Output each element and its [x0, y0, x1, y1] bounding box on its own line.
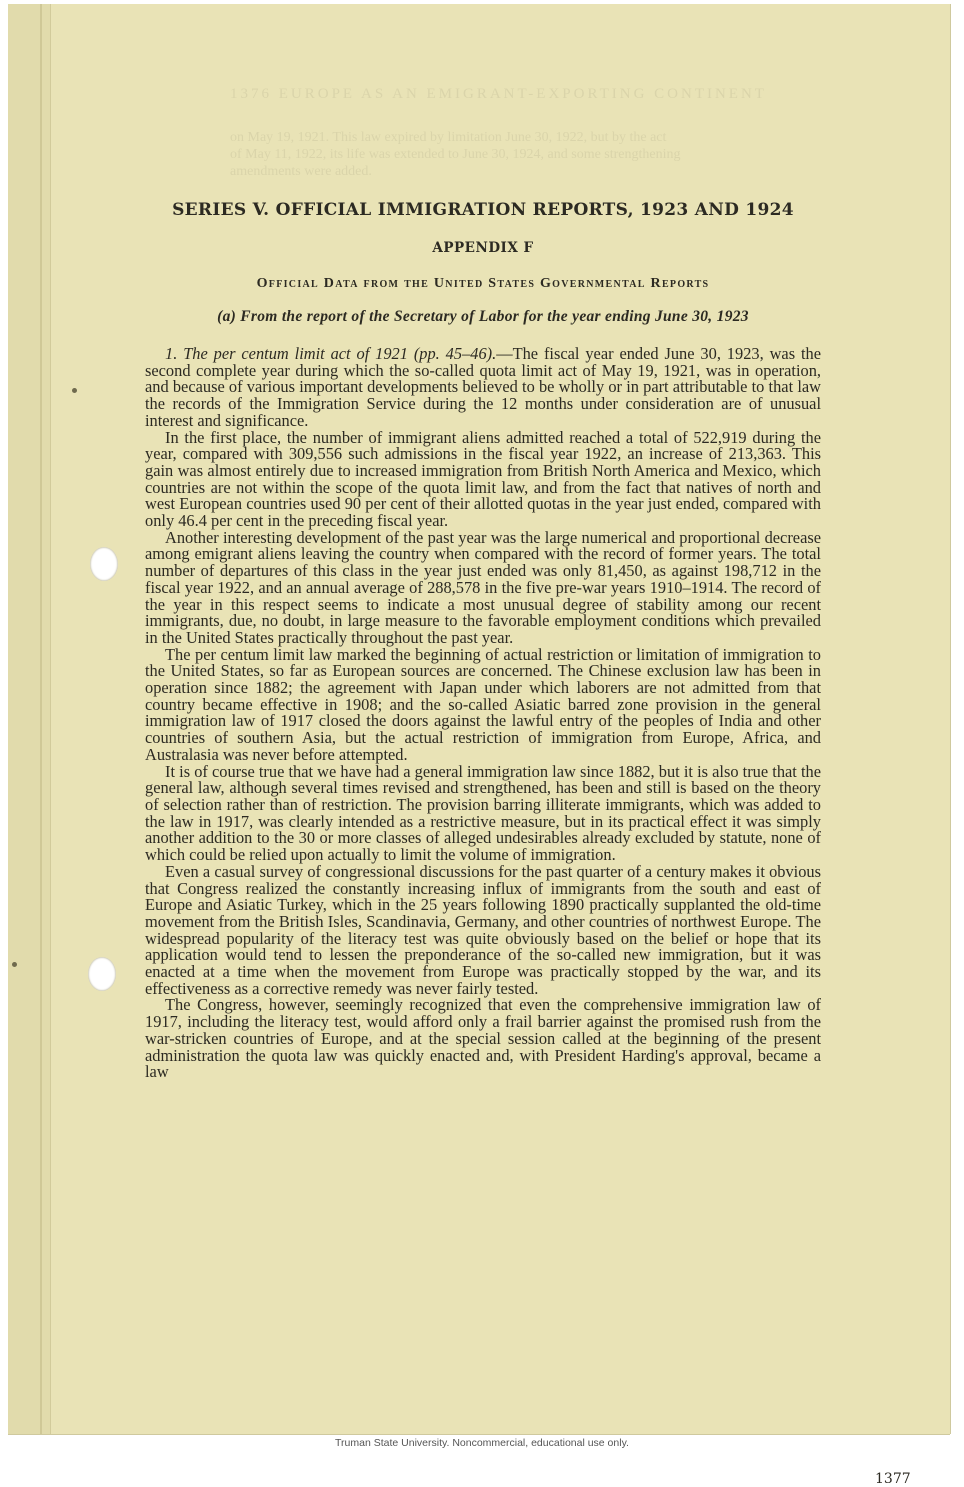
paragraph: The per centum limit law marked the beginning of actual restriction or limitation of immigration to the United States, so far as European sources are concerned. The Chinese exclusion law has been in operation since 1882; the agreement with Japan under which laborers are not admitted from that country became effective in 1908; and the so-called Asiatic barred zone provision in the general immigration law of 1917 closed the doors against the lawful entry of the peoples of India and other countries of southern Asia, but the actual restriction of immigration from Europe, Africa, and Australasia was never before attempted. [145, 644, 821, 764]
binding-fold-line [40, 4, 42, 1434]
paragraph: The Congress, however, seemingly recognized that even the comprehensive immigration law of 1917, including the literacy test, would afford only a frail barrier against the promised rush from the war-stricken countries of Europe, and at the special session called at the beginning of the present administration the quota law was quickly enacted and, with President Harding's approval, became a law [145, 995, 821, 1082]
paragraph: Another interesting development of the past year was the large numerical and proportional decrease among emigrant aliens leaving the country when compared with the record of former years. The total number of departures of this class in the year just ended was only 81,450, as against 198,712 in the fiscal year 1922, and an annual average of 288,578 in the five pre-war years 1910–1914. The record of the year in this respect seems to indicate a most unusual degree of stability among our recent immigrants, due, no doubt, in large measure to the favorable employment conditions which prevailed in the United States practically throughout the past year. [145, 527, 821, 647]
bleed-through-text [230, 86, 820, 180]
paragraph-text: —The fiscal year ended June 30, 1923, was the second complete year during which the so-called quota limit act of May 19, 1921, was in operation, and because of various important developments believed to be wholly or in part attributable to that law the records of the Immigration Service during the 12 months under consideration are of unusual interest and significance. [145, 344, 821, 430]
bleed-through-line: of May 11, 1922, its life was extended to June 30, 1924, and some strengthening [230, 147, 681, 162]
ink-mark [72, 388, 77, 393]
paragraph: It is of course true that we have had a general immigration law since 1882, but it is also true that the general law, although several times revised and strengthened, has been and still is based on the theory of selection rather than of restriction. The provision barring illiterate immigrants, which was added to the law in 1917, was clearly intended as a restrictive measure, but in its practical effect it was simply another addition to the 30 or more classes of alleged undesirables already excluded by statute, none of which could be relied upon actually to limit the volume of immigration. [145, 761, 821, 865]
punch-hole-lower [88, 957, 116, 991]
punch-hole-upper [90, 547, 118, 581]
paragraph [145, 346, 821, 430]
page-number: 1377 [875, 1471, 911, 1487]
copyright-watermark: Truman State University. Noncommercial, educational use only. [335, 1437, 629, 1449]
paragraph-label: 1. The per centum limit act of 1921 (pp. 45–46). [165, 344, 497, 363]
appendix-heading: APPENDIX F [432, 240, 534, 256]
binding-edge [8, 4, 51, 1434]
bleed-through-line: on May 19, 1921. This law expired by limitation June 30, 1922, but by the act [230, 130, 667, 145]
series-title: SERIES V. OFFICIAL IMMIGRATION REPORTS, 1923 AND 1924 [172, 200, 794, 220]
ink-mark [12, 962, 17, 967]
bleed-through-line: 1376 EUROPE AS AN EMIGRANT-EXPORTING CONTINENT [230, 86, 767, 102]
section-subtitle: Official Data from the United States Governmental Reports [256, 276, 710, 291]
paragraph: Even a casual survey of congressional discussions for the past quarter of a century makes it obvious that Congress realized the constantly increasing influx of immigrants from the south and east of Europe and Asiatic Turkey, which in the 25 years following 1890 practically supplanted the old-time movement from the British Isles, Scandinavia, Germany, and other countries of northwest Europe. The widespread popularity of the literacy test was quite obviously based on the belief or hope that its application would tend to lessen the preponderance of the so-called new immigration, but it was enacted at a time when the movement from Europe was practically stopped by the war, and its effectiveness as a corrective remedy was never fairly tested. [145, 861, 821, 998]
bleed-through-line: amendments were added. [230, 164, 372, 179]
paragraph: In the first place, the number of immigrant aliens admitted reached a total of 522,919 during the year, compared with 309,556 such admissions in the fiscal year 1922, an increase of 213,363. This gain was almost entirely due to increased immigration from British North America and Mexico, which countries are not within the scope of the quota limit law, and from the fact that natives of north and west European countries used 90 per cent of their allotted quotas in the year just ended, compared with only 46.4 per cent in the preceding fiscal year. [145, 427, 821, 531]
report-source-heading: (a) From the report of the Secretary of Labor for the year ending June 30, 1923 [217, 308, 749, 325]
